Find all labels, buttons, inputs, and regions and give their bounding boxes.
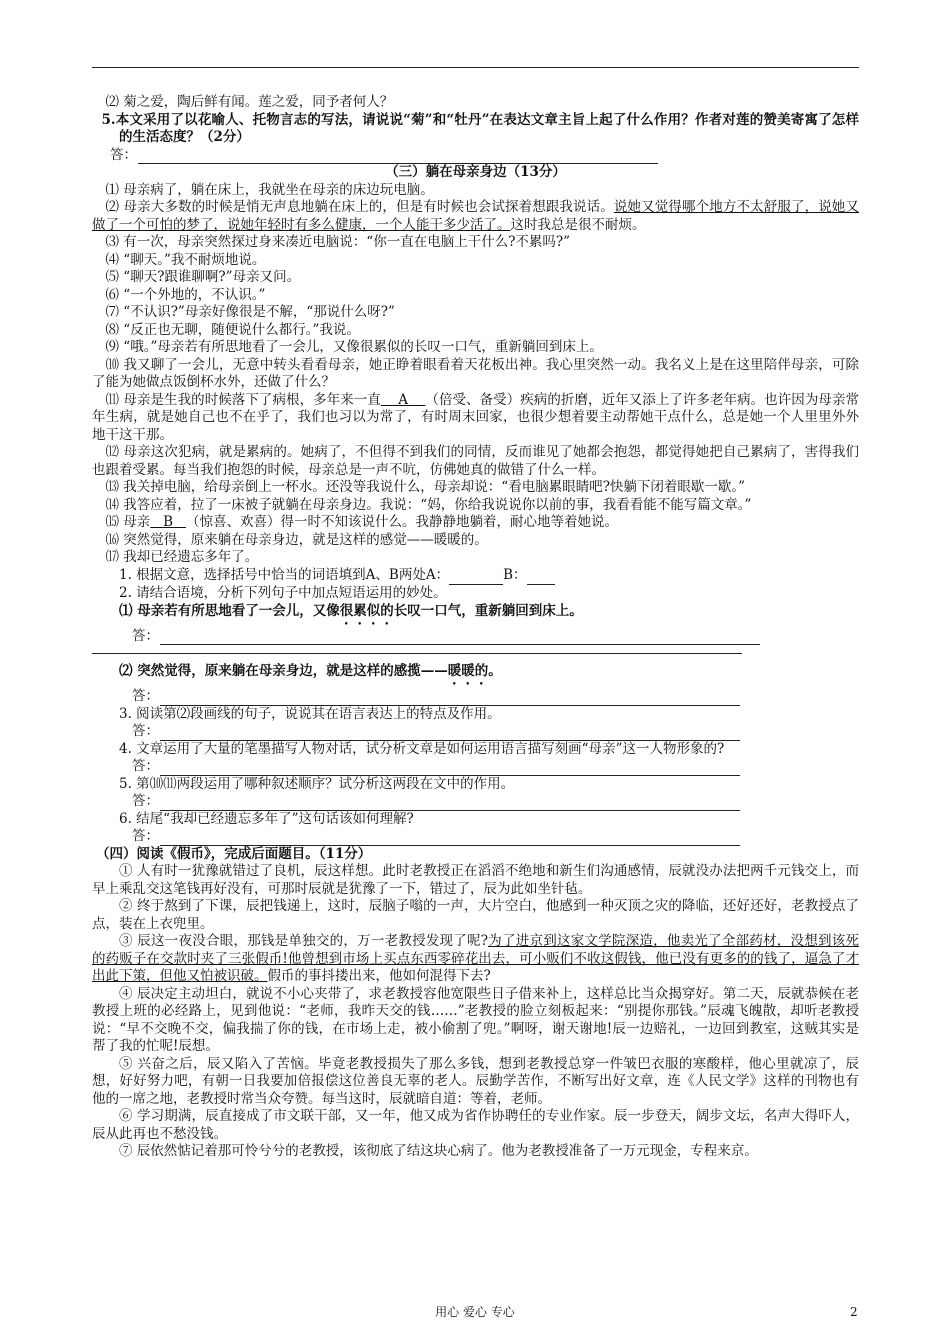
question-5b: 5. 第⑽⑾两段运用了哪种叙述顺序？试分析这两段在文中的作用。 <box>119 775 515 792</box>
underlined-sentence: 说她又觉得哪个地方不太舒服了，说她又做了一个可怕的梦了，说她年轻时有多么健康，一个人能干多少活了。 <box>92 199 859 233</box>
paragraph: ⒂ 母亲 B （惊喜、欢喜）得一时不知该说什么。我静静地躺着，耐心地等着她说。 <box>105 514 618 530</box>
paragraph: ⑦ 辰依然惦记着那可怜兮兮的老教授，该彻底了结这块心病了。他为老教授准备了一万元现金，专程来京。 <box>119 1143 758 1159</box>
page-content <box>92 94 859 1161</box>
paragraph: ⒄ 我却已经遗忘多年了。 <box>105 549 259 565</box>
paragraph: ⑴ 母亲病了，躺在床上，我就坐在母亲的床边玩电脑。 <box>105 181 434 198</box>
answer-line: 答： <box>92 828 859 846</box>
paragraph: ① 人有时一犹豫就错过了良机，辰这样想。此时老教授正在滔滔不绝地和新生们沟通感情，辰就没办法把两千元钱交上，而早上乘乱交这笔钱再好没有，可那时辰就是犹豫了一下，错过了，辰为此如坐针毡。 <box>92 863 859 897</box>
answer-line: 答： <box>92 147 859 165</box>
answer-line: 答： <box>92 758 859 776</box>
paragraph: ⑽ 我又聊了一会儿，无意中转头看看母亲，她正睁着眼看着天花板出神。我心里突然一动。我名义上是在这里陪伴母亲，可除了能为她做点饭倒杯水外，还做了什么？ <box>92 356 859 390</box>
question-2: 2. 请结合语境，分析下列句子中加点短语运用的妙处。 <box>119 585 447 601</box>
paragraph: ⑾ 母亲是生我的时候落下了病根，多年来一直 A （倍受、备受）疾病的折磨，近年又添上了许多老年病。也许因为母亲常年生病，就是她自己也不在乎了，我们也习以为常了，有时周末回家，也很少想着要主动帮她干点什么，总是她一个人里里外外地干这干那。 <box>92 391 859 443</box>
blank-a: A <box>398 391 409 408</box>
page-number: 2 <box>850 1305 858 1319</box>
question-1: 1. 根据文意，选择括号中恰当的词语填到A、B两处A： B： <box>92 567 859 586</box>
paragraph: ⒁ 我答应着，拉了一床被子就躺在母亲身边。我说：“妈，你给我说说你以前的事，我看看能不能写篇文章。” <box>105 496 752 513</box>
answer-line-extra <box>92 645 742 654</box>
section-3-title: （三）躺在母亲身边（13分） <box>385 164 566 180</box>
paragraph: ⑹ “一个外地的，不认识。” <box>105 286 266 303</box>
paragraph: ⒀ 我关掉电脑，给母亲倒上一杯水。还没等我说什么，母亲却说：“看电脑累眼睛吧?快躺下闭着眼歇一歇。” <box>105 479 746 495</box>
text-line: ⑵ 菊之爱，陶后鲜有闻。莲之爱，同予者何人？ <box>105 94 394 110</box>
paragraph: ④ 辰决定主动坦白，就说不小心夹带了，求老教授容他宽限些日子借来补上，这样总比当众揭穿好。第二天，辰就恭候在老教授上班的必经路上，见到他说：“老师，我昨天交的钱……”老教授的脸立刻板起来：“别提你那钱。”辰魂飞魄散，却听老教授说：“早不交晚不交，偏我揣了你的钱，在市场上走，被小偷割了兜。”啊呀，谢天谢地!辰一边赔礼，一边回到教室，这贼其实是帮了我的忙呢!辰想。 <box>92 985 859 1054</box>
question-2-sentence-1: ⑴ 母亲若有所思地看了一会儿，又像很累似的长叹一口气，重新躺回到床上。 <box>119 602 583 619</box>
paragraph: ⑺ “不认识?”母亲好像很是不解，“那说什么呀?” <box>105 304 395 320</box>
answer-line: 答： <box>92 723 859 741</box>
paragraph: ⑷ “聊天。”我不耐烦地说。 <box>105 251 266 268</box>
blank-b: B <box>163 514 174 530</box>
paragraph: ⑵ 母亲大多数的时候是悄无声息地躺在床上的，但是有时候也会试探着想跟我说话。说她又觉得哪个地方不太舒服了，说她又做了一个可怕的梦了，说她年轻时有多么健康，一个人能干多少活了。这时我总是很不耐烦。 <box>92 199 859 233</box>
answer-line: 答： <box>92 793 859 811</box>
paragraph: ③ 辰这一夜没合眼，那钱是单独交的，万一老教授发现了呢?为了进京到这家文学院深造，他卖光了全部药材，没想到该死的药贩子在交款时夹了三张假币!他曾想到市场上买点东西零碎花出去，可小贩们不收这假钱，他已没有更多的的钱了，逼急了才出此下策，但他又怕被识破。假币的事抖搂出来，他如何混得下去? <box>92 933 859 984</box>
question-3: 3. 阅读第⑵段画线的句子，说说其在语言表达上的特点及作用。 <box>119 705 501 722</box>
underlined-sentence: 为了进京到这家文学院深造，他卖光了全部药材，没想到该死的药贩子在交款时夹了三张假币!他曾想到市场上买点东西零碎花出去，可小贩们不收这假钱，他已没有更多的的钱了，逼急了才出此下策，但他又怕被识破。 <box>92 933 859 984</box>
answer-line: 答： <box>92 628 859 646</box>
question-2-sentence-2: ⑵ 突然觉得，原来躺在母亲身边，就是这样的感揽——暖暖的。 <box>119 663 502 679</box>
paragraph: ⑶ 有一次，母亲突然探过身来凑近电脑说：“你一直在电脑上干什么?不累吗?” <box>105 234 571 250</box>
paragraph: ⑸ “聊天?跟谁聊啊?”母亲又问。 <box>105 269 301 285</box>
dotted-phrase: 暖暖的 <box>447 663 489 679</box>
question-6: 6. 结尾“我却已经遗忘多年了”这句话该如何理解? <box>119 810 414 827</box>
answer-line: 答： <box>92 688 859 706</box>
paragraph: ⑤ 兴奋之后，辰又陷入了苦恼。毕竟老教授损失了那么多钱，想到老教授总穿一件皱巴衣服的寒酸样，他心里就凉了，辰想，好好努力吧，有朝一日我要加倍报偿这位善良无辜的老人。辰勤学苦作，不断写出好文章，连《人民文学》这样的刊物也有他的一席之地，老教授时常当众夸赞。每当这时，辰就暗自道：等着，老师。 <box>92 1055 859 1107</box>
paragraph: ⑿ 母亲这次犯病，就是累病的。她病了，不但得不到我们的同情，反而谁见了她都会抱怨，都觉得她把自己累病了，害得我们也跟着受累。每当我们抱怨的时候，母亲总是一声不吭，仿佛她真的做错了什么一样。 <box>92 444 859 478</box>
header-rule <box>92 67 859 68</box>
dotted-phrase: 很累似的 <box>339 602 394 619</box>
footer-motto: 用心 爱心 专心 <box>435 1305 515 1319</box>
paragraph: ⑼ “哦。”母亲若有所思地看了一会儿，又像很累似的长叹一口气，重新躺回到床上。 <box>105 339 603 355</box>
paragraph: ⑥ 学习期满，辰直接成了市文联干部，又一年，他又成为省作协聘任的专业作家。辰一步登天，阔步文坛，名声大得吓人，辰从此再也不愁没钱。 <box>92 1108 859 1142</box>
paragraph: ② 终于熬到了下课，辰把钱递上，这时，辰脑子嗡的一声，大片空白，他感到一种灭顶之灾的降临，还好还好，老教授点了点，装在上衣兜里。 <box>92 898 859 932</box>
paragraph: ⒃ 突然觉得，原来躺在母亲身边，就是这样的感觉——暖暖的。 <box>105 531 488 548</box>
question-4: 4. 文章运用了大量的笔墨描写人物对话，试分析文章是如何运用语言描写刻画“母亲”这一人物形象的? <box>119 740 725 757</box>
section-4-title: （四）阅读《假币》，完成后面题目。（11分） <box>96 845 372 862</box>
paragraph: ⑻ “反正也无聊，随便说什么都行。”我说。 <box>105 321 360 338</box>
question-5: 5.本文采用了以花喻人、托物言志的写法，请说说“菊”和“牡丹”在表达文章主旨上起了什么作用？作者对莲的赞美寄寓了怎样的生活态度？（2分） <box>101 111 859 145</box>
